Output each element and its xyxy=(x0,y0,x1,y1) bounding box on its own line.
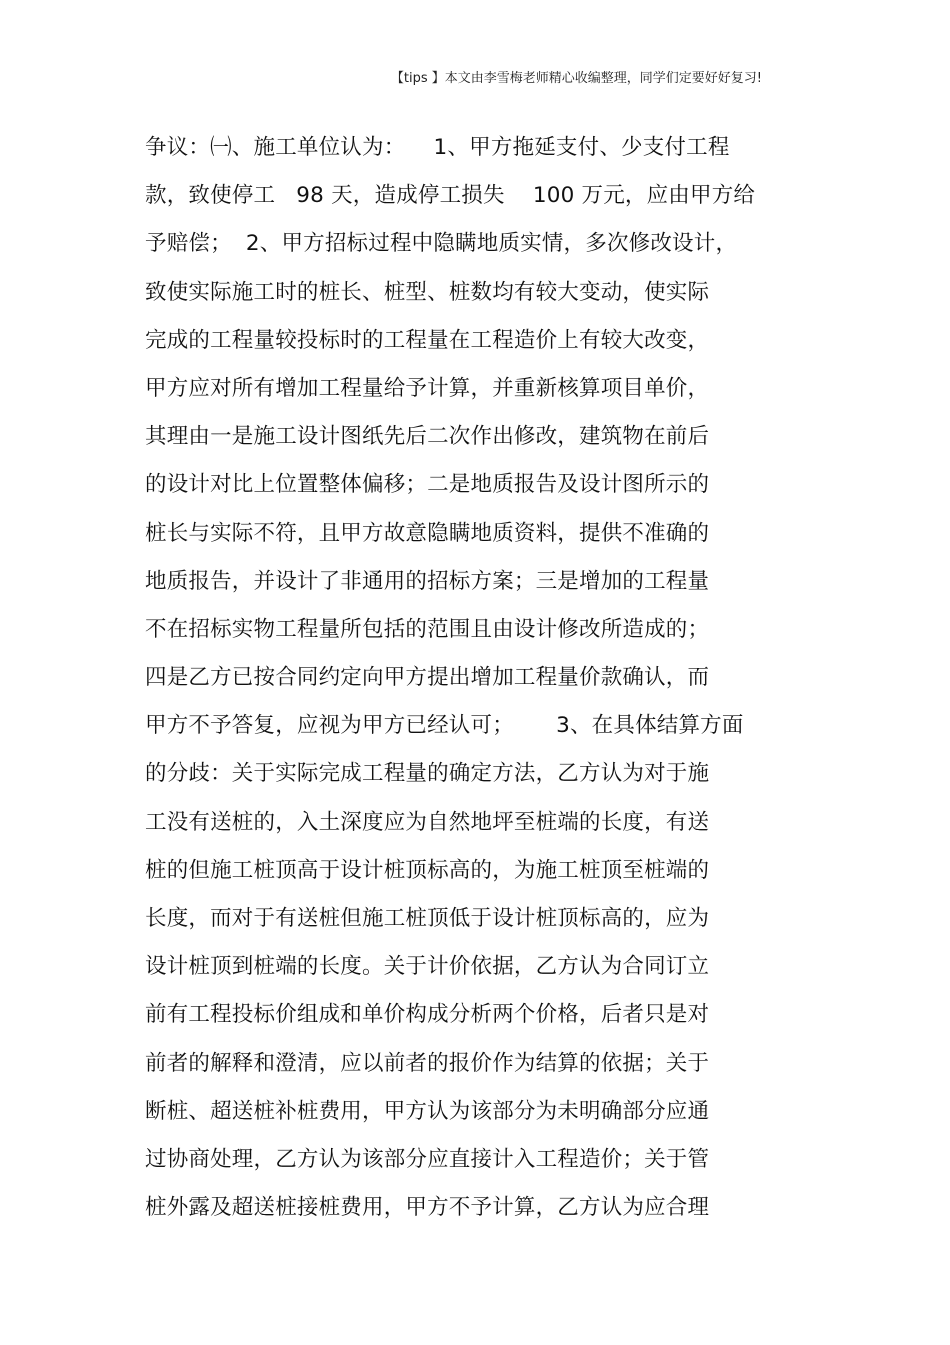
text-line: 甲方不予答复，应视为甲方已经认可； 3、在具体结算方面 xyxy=(145,713,744,739)
text-line: 长度，而对于有送桩但施工桩顶低于设计桩顶标高的，应为 xyxy=(145,906,710,931)
text-line: 的设计对比上位置整体偏移；二是地质报告及设计图所示的 xyxy=(145,472,710,498)
text-line: 甲方应对所有增加工程量给予计算，并重新核算项目单价， xyxy=(145,375,710,401)
text-line: 设计桩顶到桩端的长度。关于计价依据，乙方认为合同订立 xyxy=(145,954,710,980)
body-text xyxy=(145,124,795,1232)
text-line: 前有工程投标价组成和单价构成分析两个价格，后者只是对 xyxy=(145,1002,710,1028)
text-line: 其理由一是施工设计图纸先后二次作出修改，建筑物在前后 xyxy=(145,424,710,450)
header-note: 【tips 】本文由李雪梅老师精心收编整理，同学们定要好好复习! xyxy=(390,71,762,86)
text-line: 予赔偿； 2、甲方招标过程中隐瞒地质实情，多次修改设计， xyxy=(145,231,738,257)
text-line: 完成的工程量较投标时的工程量在工程造价上有较大改变， xyxy=(145,327,710,353)
text-line: 致使实际施工时的桩长、桩型、桩数均有较大变动，使实际 xyxy=(145,279,710,305)
text-line: 四是乙方已按合同约定向甲方提出增加工程量价款确认，而 xyxy=(145,665,710,691)
text-line: 桩长与实际不符，且甲方故意隐瞒地质资料，提供不准确的 xyxy=(145,520,710,546)
text-line: 的分歧：关于实际完成工程量的确定方法，乙方认为对于施 xyxy=(145,761,710,787)
text-line: 工没有送桩的，入土深度应为自然地坪至桩端的长度，有送 xyxy=(145,809,710,835)
text-line: 争议：㈠、施工单位认为： 1、甲方拖延支付、少支付工程 xyxy=(145,135,730,160)
text-line: 不在招标实物工程量所包括的范围且由设计修改所造成的； xyxy=(145,616,710,642)
text-line: 过协商处理，乙方认为该部分应直接计入工程造价；关于管 xyxy=(145,1146,710,1172)
text-line: 桩的但施工桩顶高于设计桩顶标高的，为施工桩顶至桩端的 xyxy=(145,857,710,883)
text-line: 断桩、超送桩补桩费用，甲方认为该部分为未明确部分应通 xyxy=(145,1098,710,1124)
text-line: 前者的解释和澄清，应以前者的报价作为结算的依据；关于 xyxy=(145,1050,710,1076)
text-line: 款，致使停工 98 天，造成停工损失 100 万元，应由甲方给 xyxy=(145,183,756,209)
text-line: 桩外露及超送桩接桩费用，甲方不予计算，乙方认为应合理 xyxy=(145,1195,710,1221)
text-line: 地质报告，并设计了非通用的招标方案；三是增加的工程量 xyxy=(145,568,710,594)
